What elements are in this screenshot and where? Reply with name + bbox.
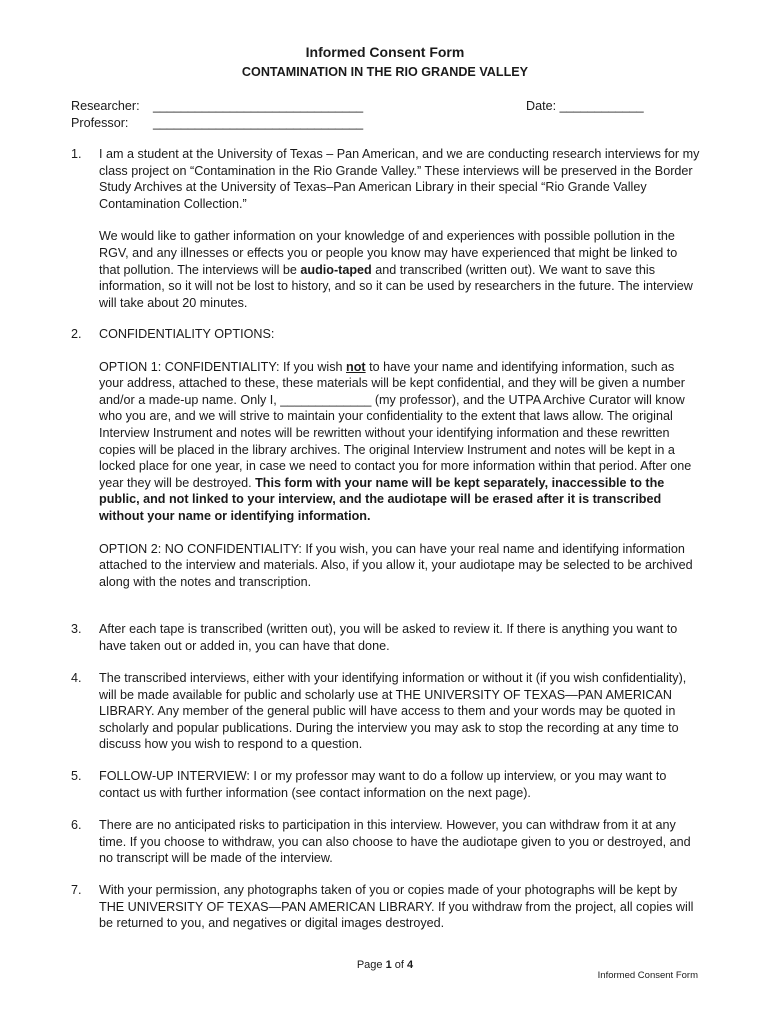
not-emphasis: not: [346, 359, 366, 374]
item-3-text: After each tape is transcribed (written out), you will be asked to review it. If there is anything you want to have taken out or added in, you can have that done.: [99, 622, 678, 653]
option-2-paragraph: OPTION 2: NO CONFIDENTIALITY: If you wish, you can have your real name and identifying information attached to the interview and materials. Also, if you allow it, your audiotape may be selected to be archived along with the notes and transcription.: [99, 541, 693, 589]
professor-label: Professor:: [71, 116, 129, 130]
date-line: ____________: [559, 99, 644, 113]
item-number: 4.: [71, 671, 82, 685]
confidentiality-heading: CONFIDENTIALITY OPTIONS:: [99, 327, 275, 341]
researcher-line: ______________________________: [153, 99, 364, 113]
list-item-1: [71, 146, 701, 311]
form-subtitle: CONTAMINATION IN THE RIO GRANDE VALLEY: [241, 65, 529, 79]
professor-row: [71, 115, 691, 132]
list-item-6: [71, 817, 701, 867]
item-7-text: With your permission, any photographs taken of you or copies made of your photographs will be kept by THE UNIVERSITY OF TEXAS—PAN AMERICAN LIBRARY. If you withdraw from the project, all copies will be returned to you, and negatives or digital images destroyed.: [99, 883, 694, 931]
form-title: Informed Consent Form: [305, 44, 465, 60]
item-number: 1.: [71, 147, 82, 161]
item-5-text: FOLLOW-UP INTERVIEW: I or my professor may want to do a follow up interview, or you may want to contact us with further information (see contact information on the next page).: [99, 769, 667, 800]
option-1-text-b: to have your name and identifying information, such as your address, attached to these, these materials will be kept confidential, and they will be given a number and/or a made-up name. Only I, _____________ (my professor), and the UTPA Archive Curator will know who you are, and we will strive to maintain your confidentiality to the extent that laws allow. The original Interview Instrument and notes will be rewritten without your identifying information and these rewritten copies will be placed in the library archives. The original Interview Instrument and notes will be kept in a locked place for one year, in case we need to contact you for more information within that period. After one year they will be destroyed.: [99, 359, 692, 490]
item-1-paragraph-2: [99, 228, 701, 311]
item-1-text-a: We would like to gather information on your knowledge of and experiences with possible pollution in the RGV, and any illnesses or effects you or people you know may have experienced that might be linked to that pollution. The interviews will be: [99, 229, 678, 277]
list-item-4: [71, 670, 701, 753]
item-number: 3.: [71, 622, 82, 636]
item-number: 7.: [71, 883, 82, 897]
list-item-3: [71, 621, 701, 654]
footer-form-name: Informed Consent Form: [597, 970, 698, 981]
item-number: 6.: [71, 818, 82, 832]
item-1-paragraph-1: I am a student at the University of Texas – Pan American, and we are conducting research interviews for my class project on “Contamination in the Rio Grande Valley.” These interviews will be preserved in the Border Study Archives at the University of Texas–Pan American Library in their special “Rio Grande Valley Contamination Collection.”: [99, 147, 700, 211]
option-1-paragraph: [99, 359, 701, 525]
item-6-text: There are no anticipated risks to participation in this interview. However, you can withdraw from it at any time. If you choose to withdraw, you can also choose to have the audiotape given to you or destroyed, and no transcript will be made of the interview.: [99, 818, 691, 866]
item-4-text: The transcribed interviews, either with your identifying information or without it (if you wish confidentiality), will be made available for public and scholarly use at THE UNIVERSITY OF TEXAS—PAN AMERICAN LIBRARY. Any member of the general public will have access to them and your words may be quoted in scholarly and popular publications. During the interview you may ask to stop the recording at any time to discuss how you wish to respond to a question.: [99, 671, 687, 752]
item-number: 5.: [71, 769, 82, 783]
current-page: 1: [385, 959, 392, 971]
item-1-text-c: and transcribed (written out). We want to save this information, so it will not be lost to history, and so it can be used by researchers in the future. The interview will take about 20 minutes.: [99, 262, 693, 310]
option-1-bold-statement: This form with your name will be kept separately, inaccessible to the public, and not linked to your interview, and the audiotape will be erased after it is transcribed without your name or identifying information.: [99, 475, 665, 523]
researcher-label: Researcher:: [71, 99, 140, 113]
total-pages: 4: [407, 959, 414, 971]
audio-taped-emphasis: audio-taped: [300, 262, 372, 277]
option-1-text-a: OPTION 1: CONFIDENTIALITY: If you wish: [99, 359, 347, 374]
list-item-2: [71, 326, 701, 590]
of-word: of: [394, 959, 404, 971]
date-label: Date:: [526, 99, 557, 113]
item-number: 2.: [71, 327, 82, 341]
professor-line: ______________________________: [153, 116, 364, 130]
list-item-5: [71, 768, 701, 801]
list-item-7: [71, 882, 701, 932]
date-row: [526, 98, 644, 115]
page-word: Page: [356, 959, 383, 971]
